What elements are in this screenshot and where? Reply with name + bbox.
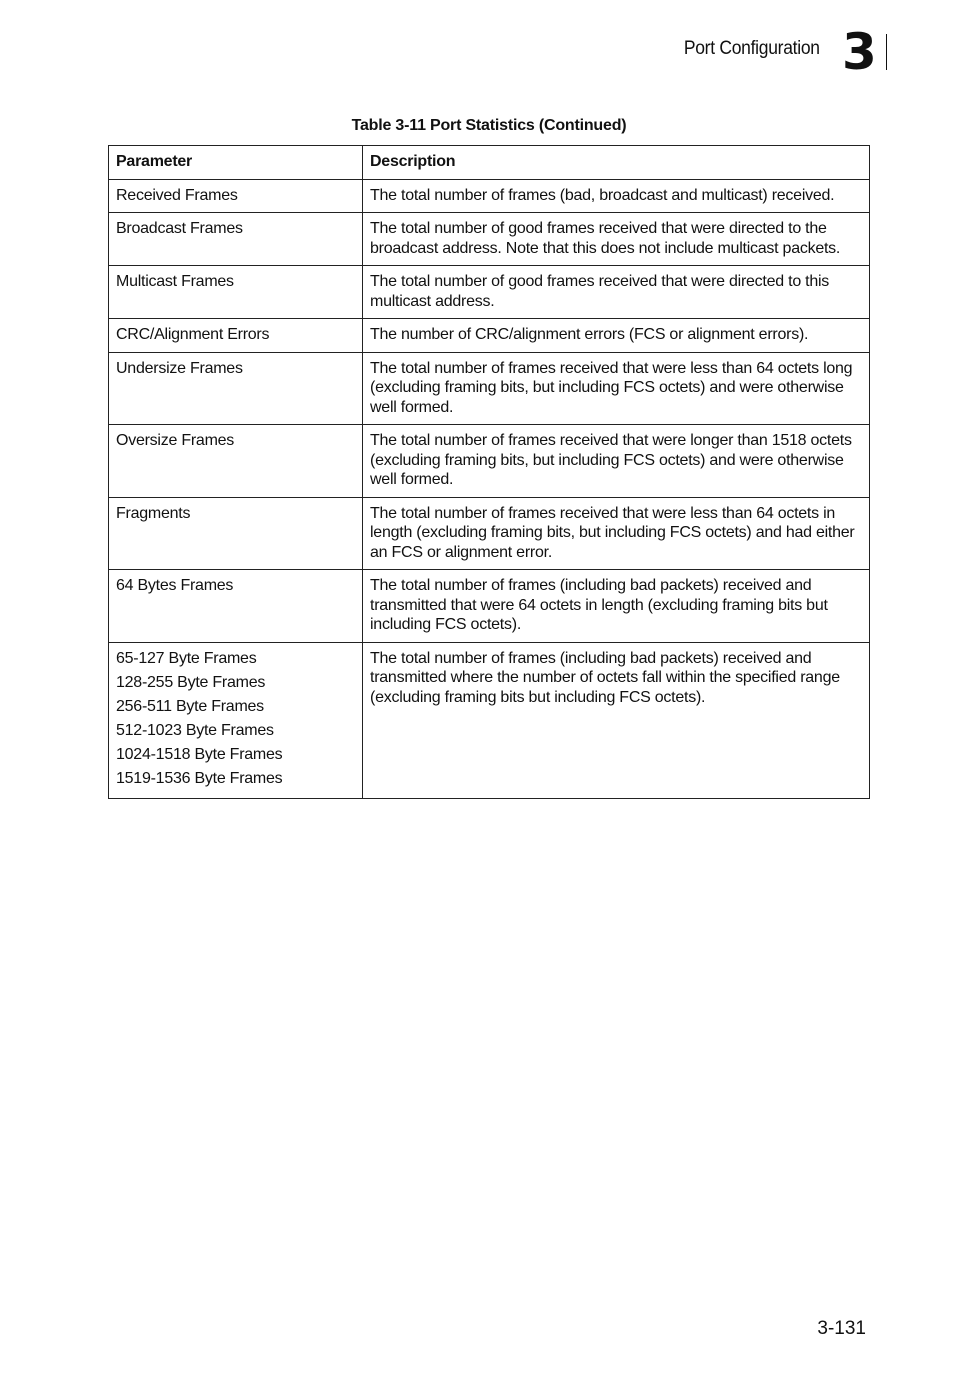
parameter-name: 256-511 Byte Frames [116, 697, 264, 715]
chapter-divider [886, 34, 887, 70]
parameter-name: 128-255 Byte Frames [116, 673, 266, 691]
parameter-name: CRC/Alignment Errors [116, 326, 270, 343]
description-cell: The total number of good frames received that were directed to the broadcast address. Note that this does not include multicast packets. [363, 213, 870, 266]
parameter-cell [109, 319, 363, 353]
table-caption: Table 3-11 Port Statistics (Continued) [351, 117, 627, 134]
table-row [109, 352, 870, 425]
table-row [109, 425, 870, 498]
description-cell: The total number of frames (including bad packets) received and transmitted where the number of octets fall within the specified range (excluding framing bits but including FCS octets). [363, 642, 870, 798]
table-row [109, 213, 870, 266]
parameter-name: Received Frames [116, 186, 238, 204]
description-cell: The total number of frames (bad, broadcast and multicast) received. [363, 179, 870, 213]
parameter-name: 1024-1518 Byte Frames [116, 745, 283, 763]
chapter-number: 3 [842, 23, 877, 81]
parameter-name: 512-1023 Byte Frames [116, 721, 274, 739]
description-cell: The total number of frames received that were less than 64 octets long (excluding framing bits, but including FCS octets) and were otherwise well formed. [363, 352, 870, 425]
parameter-cell [109, 497, 363, 570]
parameter-name: Undersize Frames [116, 359, 243, 377]
table-body [109, 179, 870, 798]
column-header-parameter: Parameter [109, 146, 363, 180]
parameter-cell [109, 642, 363, 798]
parameter-name: Multicast Frames [116, 273, 234, 290]
parameter-cell [109, 352, 363, 425]
parameter-cell [109, 266, 363, 319]
parameter-name: Fragments [116, 504, 191, 522]
table-row [109, 319, 870, 353]
parameter-name: 1519-1536 Byte Frames [116, 769, 283, 787]
parameter-name: Oversize Frames [116, 432, 235, 449]
table-row [109, 570, 870, 643]
parameter-name: 64 Bytes Frames [116, 577, 234, 594]
description-cell: The total number of frames received that were less than 64 octets in length (excluding framing bits, but including FCS octets) and had either an FCS or alignment error. [363, 497, 870, 570]
parameter-name: 65-127 Byte Frames [116, 649, 257, 667]
description-cell: The total number of good frames received that were directed to this multicast address. [363, 266, 870, 319]
running-header-title: Port Configuration [684, 38, 820, 59]
page-number: 3-131 [817, 1318, 866, 1339]
table-row [109, 266, 870, 319]
parameter-cell [109, 213, 363, 266]
parameter-name: Broadcast Frames [116, 220, 243, 237]
parameter-cell [109, 570, 363, 643]
column-header-description: Description [363, 146, 870, 180]
table-row [109, 497, 870, 570]
parameter-cell [109, 425, 363, 498]
table-row [109, 642, 870, 798]
table-row [109, 179, 870, 213]
port-statistics-table [108, 145, 870, 799]
parameter-cell [109, 179, 363, 213]
description-cell: The total number of frames (including bad packets) received and transmitted that were 64 octets in length (excluding framing bits but including FCS octets). [363, 570, 870, 643]
description-cell: The total number of frames received that were longer than 1518 octets (excluding framing bits, but including FCS octets) and were otherwise well formed. [363, 425, 870, 498]
table-header-row [109, 146, 870, 180]
description-cell: The number of CRC/alignment errors (FCS or alignment errors). [363, 319, 870, 353]
